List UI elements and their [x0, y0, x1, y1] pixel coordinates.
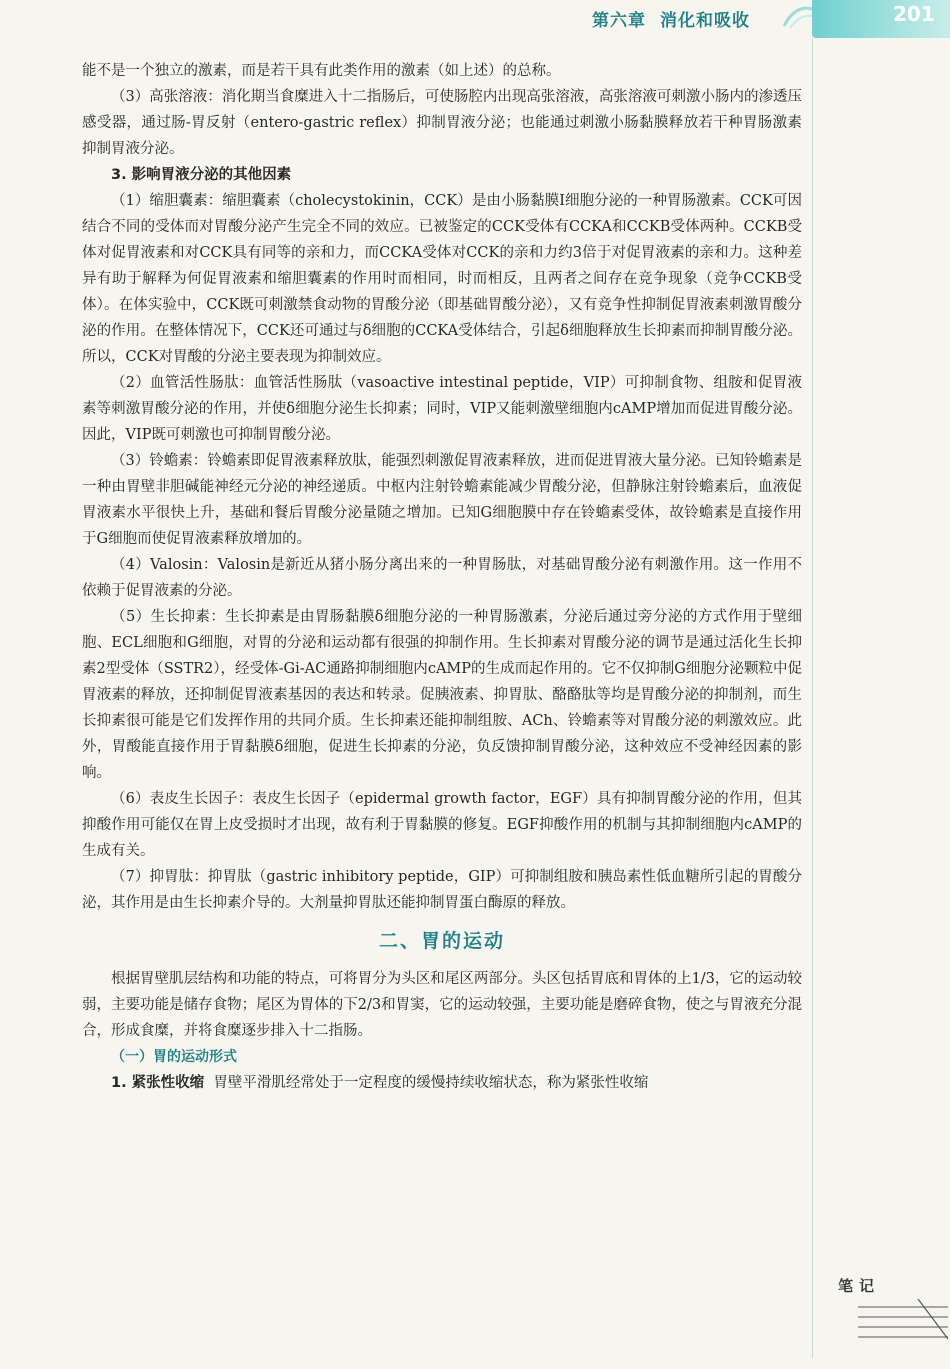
paragraph-valosin: （4）Valosin：Valosin是新近从猪小肠分离出来的一种胃肠肽，对基础胃酸分泌有刺激作用。这一作用不依赖于促胃液素的分泌。 — [82, 557, 802, 599]
margin-notes — [838, 1275, 938, 1296]
page-body — [82, 58, 802, 1096]
running-head — [592, 6, 750, 31]
section-label: 消化和吸收 — [660, 11, 750, 31]
tonic-heading: 1. 紧张性收缩 — [111, 1075, 205, 1091]
paragraph-vip: （2）血管活性肠肽：血管活性肠肽（vasoactive intestinal peptide，VIP）可抑制食物、组胺和促胃液素等刺激胃酸分泌的作用，并使δ细胞分泌生长抑素；同时，VIP又能刺激壁细胞内cAMP增加而促进胃酸分泌。因此，VIP既可刺激也可抑制胃酸分泌。 — [82, 375, 802, 443]
notes-label: 笔记 — [838, 1277, 881, 1295]
margin-divider — [812, 38, 813, 1358]
paragraph-hypertonic: （3）高张溶液：消化期当食糜进入十二指肠后，可使肠腔内出现高张溶液，高张溶液可刺激小肠内的渗透压感受器，通过肠-胃反射（entero-gastric reflex）抑制胃液分泌；也能通过刺激小肠黏膜释放若干种胃肠激素抑制胃液分泌。 — [82, 89, 802, 157]
paragraph-egf: （6）表皮生长因子：表皮生长因子（epidermal growth factor，EGF）具有抑制胃酸分泌的作用，但其抑酸作用可能仅在胃上皮受损时才出现，故有利于胃黏膜的修复。EGF抑酸作用的机制与其抑制细胞内cAMP的生成有关。 — [82, 791, 802, 859]
heading-other-factors: 3. 影响胃液分泌的其他因素 — [111, 167, 292, 183]
paragraph-gip: （7）抑胃肽：抑胃肽（gastric inhibitory peptide，GIP）可抑制组胺和胰岛素性低血糖所引起的胃酸分泌，其作用是由生长抑素介导的。大剂量抑胃肽还能抑制胃蛋白酶原的释放。 — [82, 869, 802, 911]
paragraph-tonic-contraction — [82, 1070, 802, 1096]
page-header — [0, 0, 950, 32]
section-title: 二、胃的运动 — [378, 930, 505, 952]
paragraph-continuation: 能不是一个独立的激素，而是若干具有此类作用的激素（如上述）的总称。 — [82, 63, 561, 79]
paragraph-somatostatin: （5）生长抑素：生长抑素是由胃肠黏膜δ细胞分泌的一种胃肠激素，分泌后通过旁分泌的方式作用于壁细胞、ECL细胞和G细胞，对胃的分泌和运动都有很强的抑制作用。生长抑素对胃酸分泌的调节是通过活化生长抑素2型受体（SSTR2），经受体-Gi-AC通路抑制细胞内cAMP的生成而起作用的。它不仅抑制G细胞分泌颗粒中促胃液素的释放，还抑制促胃液素基因的表达和转录。促胰液素、抑胃肽、酪酪肽等均是胃酸分泌的抑制剂，而生长抑素很可能是它们发挥作用的共同介质。生长抑素还能抑制组胺、ACh、铃蟾素等对胃酸分泌的刺激效应。此外，胃酸能直接作用于胃黏膜δ细胞，促进生长抑素的分泌，负反馈抑制胃酸分泌，这种效应不受神经因素的影响。 — [82, 609, 802, 781]
tonic-text: 胃壁平滑肌经常处于一定程度的缓慢持续收缩状态，称为紧张性收缩 — [213, 1075, 649, 1091]
chapter-label: 第六章 — [592, 11, 646, 31]
paragraph-motion-intro: 根据胃壁肌层结构和功能的特点，可将胃分为头区和尾区两部分。头区包括胃底和胃体的上1/3，它的运动较弱，主要功能是储存食物；尾区为胃体的下2/3和胃窦，它的运动较强，主要功能是磨碎食物，使之与胃液充分混合，形成食糜，并将食糜逐步排入十二指肠。 — [82, 971, 802, 1039]
page-number: 201 — [893, 2, 935, 26]
paragraph-cck: （1）缩胆囊素：缩胆囊素（cholecystokinin，CCK）是由小肠黏膜Ⅰ细胞分泌的一种胃肠激素。CCK可因结合不同的受体而对胃酸分泌产生完全不同的效应。已被鉴定的CCK受体有CCKA和CCKB受体两种。CCKB受体对促胃液素和对CCK具有同等的亲和力，而CCKA受体对CCK的亲和力约3倍于对促胃液素的亲和力。这种差异有助于解释为何促胃液素和缩胆囊素的作用时而相同，时而相反，且两者之间存在竞争现象（竞争CCKB受体）。在体实验中，CCK既可刺激禁食动物的胃酸分泌（即基础胃酸分泌），又有竞争性抑制促胃液素刺激胃酸分泌的作用。在整体情况下，CCK还可通过与δ细胞的CCKA受体结合，引起δ细胞释放生长抑素而抑制胃酸分泌。所以，CCK对胃酸的分泌主要表现为抑制效应。 — [82, 193, 802, 365]
paragraph-bombesin: （3）铃蟾素：铃蟾素即促胃液素释放肽，能强烈刺激促胃液素释放，进而促进胃液大量分泌。已知铃蟾素是一种由胃壁非胆碱能神经元分泌的神经递质。中枢内注射铃蟾素能减少胃酸分泌，但静脉注射铃蟾素后，血液促胃液素水平很快上升，基础和餐后胃酸分泌量随之增加。已知G细胞膜中存在铃蟾素受体，故铃蟾素是直接作用于G细胞而使促胃液素释放增加的。 — [82, 453, 802, 547]
subsection-title: （一）胃的运动形式 — [111, 1049, 237, 1065]
